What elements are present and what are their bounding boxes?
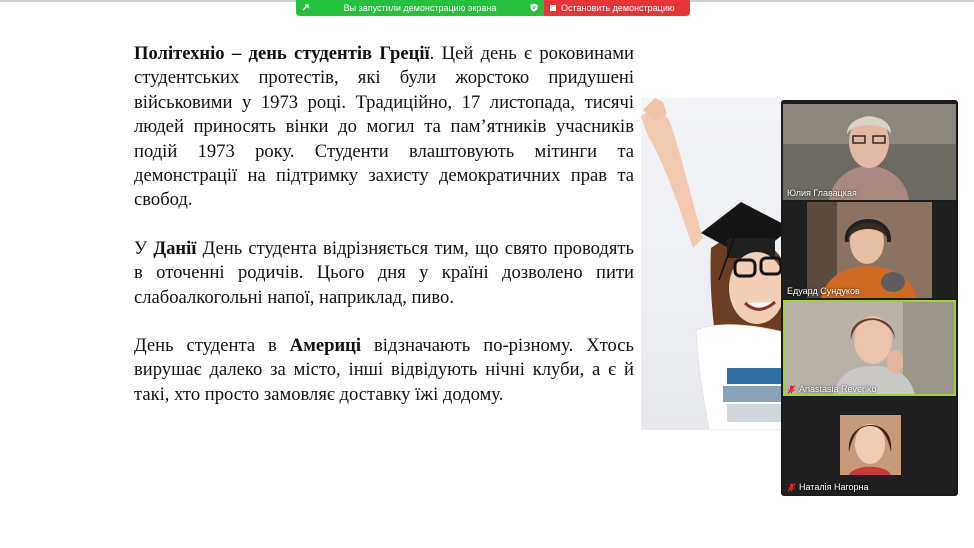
stop-icon [550, 5, 556, 11]
video-participants-panel [781, 100, 958, 496]
share-status-bar[interactable] [296, 0, 544, 16]
video-tile-active-speaker[interactable] [783, 300, 956, 396]
participant-video [783, 300, 956, 396]
paragraph-america-bold: Америці [289, 335, 362, 357]
paragraph-denmark-text: День студента відрізняється тим, що свято проводять в оточенні родичів. Цього дня у країні дозволено пити слабоалкогольні напої, наприклад, пиво. [134, 237, 634, 308]
slide-text [134, 42, 634, 431]
video-tile[interactable] [783, 398, 956, 494]
paragraph-greece [134, 42, 634, 213]
participant-name-text: Юлия Главацкая [787, 188, 857, 198]
share-arrow-icon [302, 3, 310, 13]
video-tile[interactable] [783, 202, 956, 298]
participant-name-text: Anastasia Revenko [799, 384, 877, 394]
mic-muted-icon [787, 385, 796, 394]
share-status-text: Вы запустили демонстрацию экрана [343, 3, 497, 13]
participant-name-text: Едуард Сундуков [787, 286, 860, 296]
participant-video [783, 104, 956, 200]
participant-name [787, 482, 869, 492]
shield-icon [530, 3, 538, 14]
stop-share-label: Остановить демонстрацию [561, 3, 675, 13]
participant-name [787, 384, 877, 394]
participant-name-text: Наталія Нагорна [799, 482, 869, 492]
paragraph-denmark [134, 237, 634, 310]
participant-avatar [783, 398, 956, 494]
participant-video [783, 202, 956, 298]
paragraph-america-pre: День студента в [134, 335, 290, 357]
graduate-photo [641, 98, 791, 430]
paragraph-denmark-bold: Данії [153, 237, 197, 259]
mic-muted-icon [787, 483, 796, 492]
video-tile[interactable] [783, 104, 956, 200]
screen-share-banner [296, 0, 690, 16]
paragraph-america [134, 334, 634, 407]
paragraph-america-text: відзначають по-різному. Хтось вирушає далеко за місто, інші відвідують нічні клуби, а є й такі, хто просто замовляє доставку їжі додому. [134, 335, 634, 405]
paragraph-greece-bold: Політехніо – день студентів Греції [134, 43, 430, 64]
paragraph-greece-text: . Цей день є роковинами студентських протестів, які були жорстоко придушені військовими у 1973 році. Традиційно, 17 листопада, тисячі людей приносять вінки до могил та пам’ятників учасників подій 1973 року. Студенти влаштовують мітинги та демонстрації на підтримку захисту демократичних прав та свобод. [134, 43, 634, 211]
stop-share-button[interactable] [544, 0, 690, 16]
paragraph-denmark-pre: У [134, 237, 154, 259]
participant-name [787, 286, 860, 296]
participant-name [787, 188, 857, 198]
